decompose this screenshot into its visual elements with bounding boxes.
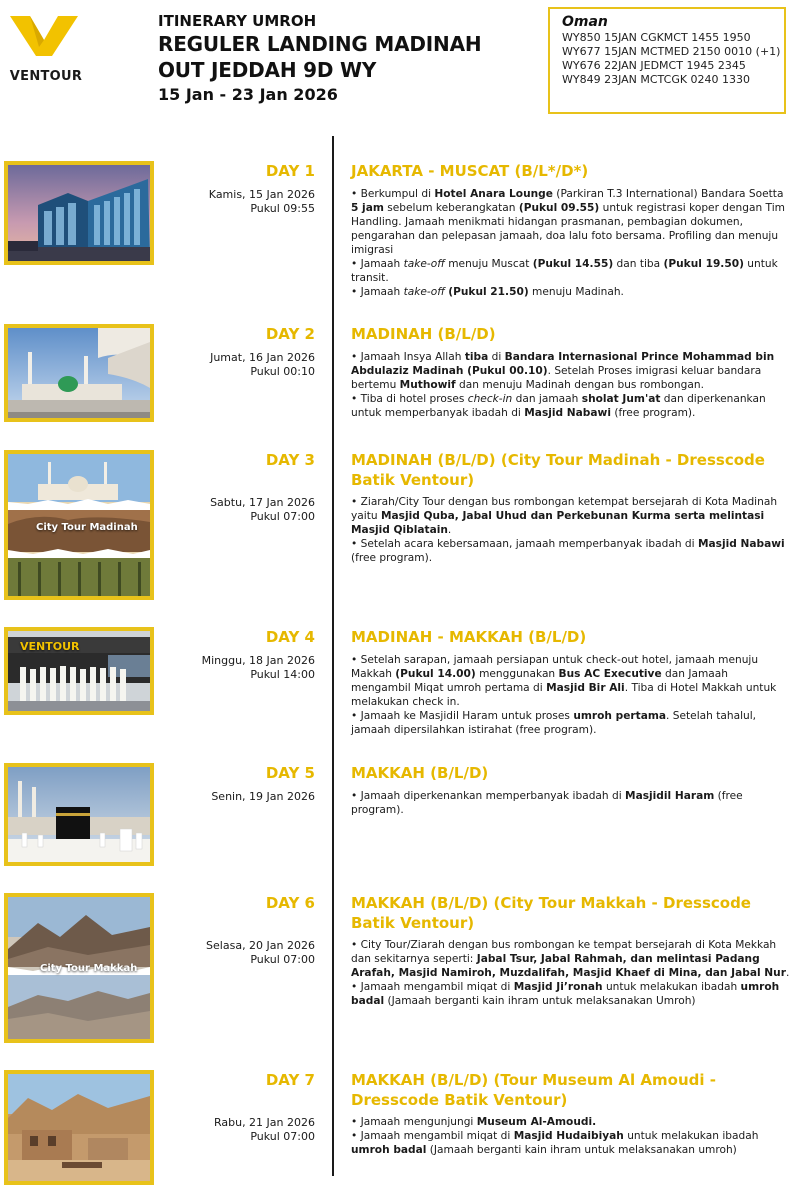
day-6-item-1: • City Tour/Ziarah dengan bus rombongan ke tempat bersejarah di Kota Mekkah dan sekitarnya seperti: Jabal Tsur, Jabal Rahmah, dan melintasi Padang Arafah, Masjid Namiroh, Muzdalifah, Masjid Khaef di Mina, dan Jabal Nur. (351, 939, 790, 979)
day-2-item-2: • Tiba di hotel proses check-in dan jamaah sholat Jum'at dan diperkenankan untuk memperbanyak ibadah di Masjid Nabawi (free program). (351, 393, 766, 419)
day-3-date: Sabtu, 17 Jan 2026 (210, 496, 315, 509)
ventour-v-logo-icon (8, 14, 80, 58)
day-4-label: DAY 4 (265, 628, 315, 646)
ventour-logo (6, 14, 86, 86)
day-2-item-1: • Jamaah Insya Allah tiba di Bandara Internasional Prince Mohammad bin Abdulaziz Madinah (Pukul 00.10). Setelah Proses imigrasi keluar bandara bertemu Muthowif dan menuju Madinah dengan bus rombongan. (351, 351, 775, 391)
hotel-building-image (8, 165, 150, 261)
day-5-item-1: • Jamaah diperkenankan memperbanyak ibadah di Masjidil Haram (free program). (351, 790, 743, 816)
title-line-1: ITINERARY UMROH (158, 12, 317, 30)
kaaba-masjidil-haram-image (8, 767, 150, 862)
day-5-description (351, 789, 791, 817)
flight-carrier: Oman (562, 14, 608, 30)
day-7-title: MAKKAH (B/L/D) (Tour Museum Al Amoudi - Dresscode Batik Ventour) (351, 1071, 716, 1109)
day-2-time: Pukul 00:10 (250, 365, 315, 378)
timeline-divider (332, 136, 334, 1176)
day-7-item-2: • Jamaah mengambil miqat di Masjid Hudaibiyah untuk melakukan ibadah umroh badal (Jamaah berganti kain ihram untuk melaksanakan umroh) (351, 1130, 759, 1156)
day-7-label: DAY 7 (265, 1071, 315, 1089)
day-1-date: Kamis, 15 Jan 2026 (208, 188, 315, 201)
day-5-photo (4, 763, 154, 866)
day-2-photo (4, 324, 154, 422)
day-2-date: Jumat, 16 Jan 2026 (210, 351, 315, 364)
day-4-title: MADINAH - MAKKAH (B/L/D) (351, 628, 587, 646)
day-3-item-2: • Setelah acara kebersamaan, jamaah memperbanyak ibadah di Masjid Nabawi (free program). (351, 538, 785, 564)
flight-segment-3: WY676 22JAN JEDMCT 1945 2345 (562, 59, 746, 72)
city-tour-madinah-tag: City Tour Madinah (36, 522, 138, 533)
day-5-date: Senin, 19 Jan 2026 (211, 790, 315, 803)
day-6-time: Pukul 07:00 (250, 953, 315, 966)
day-1-title: JAKARTA - MUSCAT (B/L*/D*) (351, 162, 589, 180)
day-3-time: Pukul 07:00 (250, 510, 315, 523)
day-4-description (351, 653, 791, 737)
day-3-title: MADINAH (B/L/D) (City Tour Madinah - Dresscode Batik Ventour) (351, 451, 765, 489)
day-1-item-1: • Berkumpul di Hotel Anara Lounge (Parkiran T.3 International) Bandara Soetta 5 jam sebelum keberangkatan (Pukul 09.55) untuk registrasi koper dengan Tim Handling. Jamaah menikmati hidangan prasmanan, pembagian dokumen, pengarahan dan pelepasan jamaah, doa lalu foto bersama. Profiling dan menuju imigrasi (351, 188, 785, 256)
flight-segment-4: WY849 23JAN MCTCGK 0240 1330 (562, 73, 751, 86)
itinerary-title-block (158, 12, 538, 106)
day-4-item-1: • Setelah sarapan, jamaah persiapan untuk check-out hotel, jamaah menuju Makkah (Pukul 14.00) menggunakan Bus AC Executive dan Jamaah mengambil Miqat umroh pertama di Masjid Bir Ali. Tiba di Hotel Makkah untuk melakukan check in. (351, 654, 777, 708)
day-1-photo (4, 161, 154, 265)
day-6-title: MAKKAH (B/L/D) (City Tour Makkah - Dresscode Batik Ventour) (351, 894, 751, 932)
day-4-date: Minggu, 18 Jan 2026 (201, 654, 315, 667)
day-2-description (351, 350, 791, 420)
day-3-photo (4, 450, 154, 600)
bus-ventour-tag: VENTOUR (20, 640, 80, 653)
day-1-description (351, 187, 791, 299)
day-1-item-2: • Jamaah take-off menuju Muscat (Pukul 14.55) dan tiba (Pukul 19.50) untuk transit. (351, 258, 778, 284)
day-3-item-1: • Ziarah/City Tour dengan bus rombongan ketempat bersejarah di Kota Madinah yaitu Masjid Quba, Jabal Uhud dan Perkebunan Kurma serta melintasi Masjid Qiblatain. (351, 496, 778, 536)
day-1-item-3: • Jamaah take-off (Pukul 21.50) menuju Madinah. (351, 286, 624, 298)
day-3-description (351, 495, 791, 565)
day-7-description (351, 1115, 791, 1157)
day-6-photo (4, 893, 154, 1043)
day-2-label: DAY 2 (265, 325, 315, 343)
day-3-label: DAY 3 (265, 451, 315, 469)
day-1-time: Pukul 09:55 (250, 202, 315, 215)
flight-segment-2: WY677 15JAN MCTMED 2150 0010 (+1) (562, 45, 781, 58)
city-tour-makkah-tag: City Tour Makkah (40, 963, 138, 974)
day-5-title: MAKKAH (B/L/D) (351, 764, 489, 782)
day-7-item-1: • Jamaah mengunjungi Museum Al-Amoudi. (351, 1116, 597, 1128)
title-line-3: OUT JEDDAH 9D WY (158, 58, 377, 82)
day-4-item-2: • Jamaah ke Masjidil Haram untuk proses umroh pertama. Setelah tahalul, jamaah dipersilahkan istirahat (free program). (351, 710, 757, 736)
day-6-description (351, 938, 791, 1008)
day-7-time: Pukul 07:00 (250, 1130, 315, 1143)
day-4-photo (4, 627, 154, 715)
day-6-label: DAY 6 (265, 894, 315, 912)
day-6-item-2: • Jamaah mengambil miqat di Masjid Ji’ronah untuk melakukan ibadah umroh badal (Jamaah berganti kain ihram untuk melaksanakan Umroh) (351, 981, 780, 1007)
day-4-time: Pukul 14:00 (250, 668, 315, 681)
flight-info-box (548, 7, 786, 114)
day-2-title: MADINAH (B/L/D) (351, 325, 496, 343)
day-5-label: DAY 5 (265, 764, 315, 782)
title-line-2: REGULER LANDING MADINAH (158, 32, 482, 56)
day-7-date: Rabu, 21 Jan 2026 (213, 1116, 315, 1129)
museum-al-amoudi-image (8, 1074, 150, 1181)
flight-segment-1: WY850 15JAN CGKMCT 1455 1950 (562, 31, 751, 44)
day-1-label: DAY 1 (265, 162, 315, 180)
masjid-nabawi-image (8, 328, 150, 418)
date-range: 15 Jan - 23 Jan 2026 (158, 85, 338, 104)
day-6-date: Selasa, 20 Jan 2026 (206, 939, 315, 952)
logo-wordmark: VENTOUR (9, 69, 83, 84)
day-7-photo (4, 1070, 154, 1185)
